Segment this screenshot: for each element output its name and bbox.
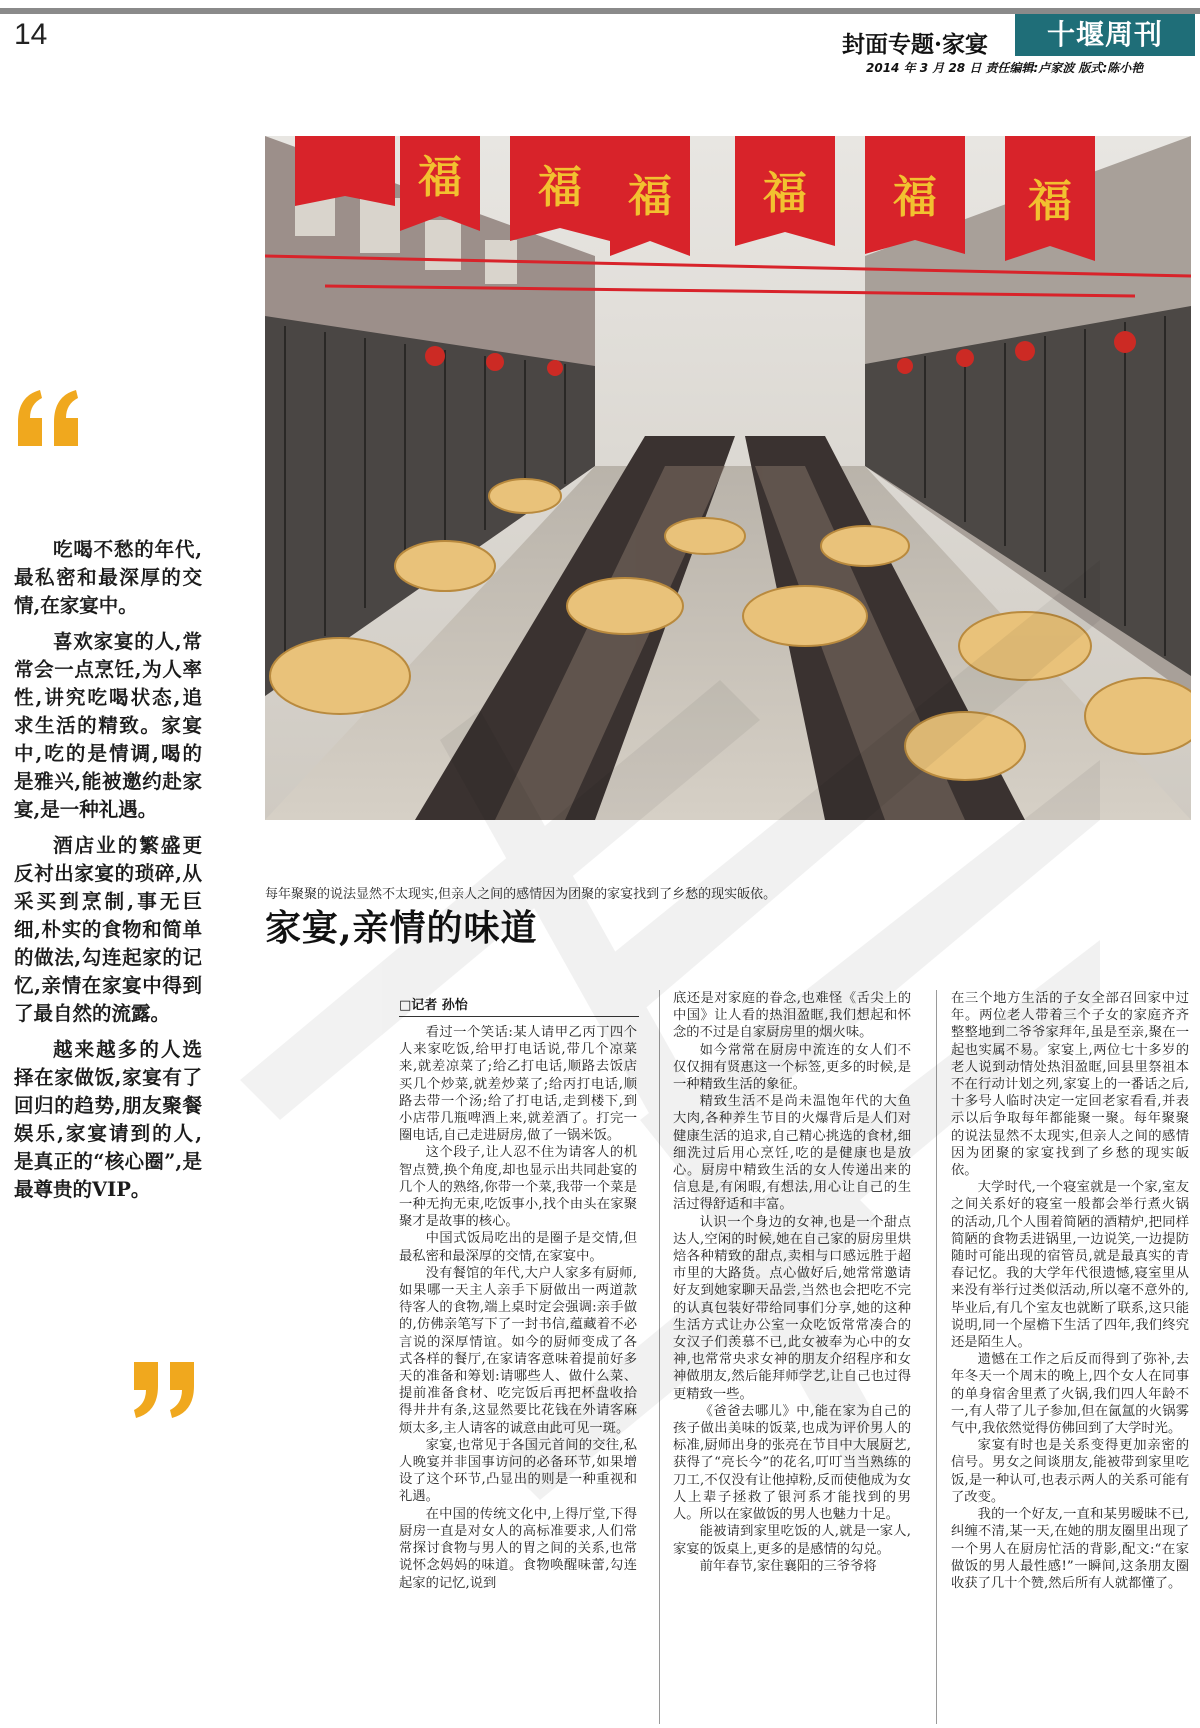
pullquote [14, 536, 202, 1212]
column-divider [659, 990, 660, 1724]
masthead: 十堰周刊 [1015, 14, 1195, 56]
banquet-photo [265, 136, 1191, 820]
byline: □记者 孙怡 [399, 994, 639, 1017]
photo-caption: 每年聚聚的说法显然不太现实,但亲人之间的感情因为团聚的家宴找到了乡愁的现实皈依。 [265, 887, 777, 902]
svg-text:福: 福 [628, 171, 672, 222]
article-column-1 [399, 1024, 637, 1724]
article-paragraph: 前年春节,家住襄阳的三爷爷将 [699, 1558, 877, 1574]
article-paragraph: 大学时代,一个寝室就是一个家,室友之间关系好的寝室一般都会举行煮火锅的活动,几个人围着简陋的酒精炉,把同样简陋的食物丢进锅里,一边说笑,一边提防随时可能出现的宿管员,就是最真实的青春记忆。我的大学年代很遗憾,寝室里从来没有举行过类似活动,所以毫不意外的,毕业后,有几个室友也就断了联系,这只能说明,同一个屋檐下生活了四年,我们终究还是陌生人。 [951, 1180, 1189, 1351]
article-paragraph: 家宴,也常见于各国元首间的交往,私人晚宴并非国事访问的必备环节,如果增设了这个环节,凸显出的则是一种重视和礼遇。 [399, 1437, 637, 1505]
svg-text:福: 福 [418, 152, 462, 203]
article-paragraph: 如今常常在厨房中流连的女人们不仅仅拥有贤惠这一个标签,更多的时候,是一种精致生活的象征。 [673, 1042, 911, 1093]
article-paragraph: 遗憾在工作之后反而得到了弥补,去年冬天一个周末的晚上,四个女人在同事的单身宿舍里煮了火锅,我们四人年龄不一,有人带了儿子参加,但在氤氲的火锅雾气中,我依然觉得仿佛回到了大学时光。 [951, 1352, 1189, 1437]
svg-text:福: 福 [1028, 176, 1072, 227]
article-column-2 [673, 990, 911, 1724]
open-quote-icon [14, 388, 86, 448]
article-paragraph: 家宴有时也是关系变得更加亲密的信号。男女之间谈朋友,能被带到家里吃饭,是一种认可,也表示两人的关系可能有了改变。 [951, 1438, 1189, 1505]
headline: 家宴,亲情的味道 [265, 907, 538, 949]
svg-text:福: 福 [893, 172, 937, 223]
article-paragraph: 没有餐馆的年代,大户人家多有厨师,如果哪一天主人亲手下厨做出一两道款待客人的食物,端上桌时定会强调:亲手做的,仿佛亲笔写下了一封书信,蕴藏着不必言说的深厚情谊。如今的厨师变成了各式各样的餐厅,在家请客意味着提前好多天的准备和筹划:请哪些人、做什么菜、提前准备食材、吃完饭后再把杯盘收拾得井井有条,这显然要比花钱在外请客麻烦太多,主人请客的诚意由此可见一斑。 [399, 1265, 637, 1436]
svg-text:福: 福 [538, 162, 582, 213]
pullquote-paragraph: 越来越多的人选择在家做饭,家宴有了回归的趋势,朋友聚餐娱乐,家宴请到的人,是真正的“核心圈”,是最尊贵的VIP。 [14, 1038, 202, 1201]
page-number: 14 [14, 18, 48, 51]
article-paragraph: 看过一个笑话:某人请甲乙丙丁四个人来家吃饭,给甲打电话说,带几个凉菜来,就差凉菜了;给乙打电话,顺路去饭店买几个炒菜,就差炒菜了;给丙打电话,顺路去带一个汤;给了打电话,走到楼下,到小店带几瓶啤酒上来,就差酒了。打完一圈电话,自己走进厨房,做了一锅米饭。 [399, 1025, 637, 1144]
article-paragraph: 这个段子,让人忍不住为请客人的机智点赞,换个角度,却也显示出共同赴宴的几个人的熟络,你带一个菜,我带一个菜是一种无拘无束,吃饭事小,找个由头在家聚聚才是故事的核心。 [399, 1145, 637, 1230]
article-paragraph: 能被请到家里吃饭的人,就是一家人,家宴的饭桌上,更多的是感情的勾兑。 [673, 1524, 911, 1557]
article-paragraph: 在中国的传统文化中,上得厅堂,下得厨房一直是对女人的高标准要求,人们常常探讨食物与男人的胃之间的关系,也常说怀念妈妈的味道。食物唤醒味蕾,勾连起家的记忆,说到 [399, 1506, 637, 1591]
article-paragraph: 底还是对家庭的眷念,也难怪《舌尖上的中国》让人看的热泪盈眶,我们想起和怀念的不过是自家厨房里的烟火味。 [673, 991, 911, 1041]
article-paragraph: 在三个地方生活的子女全部召回家中过年。两位老人带着三个子女的家庭齐齐整整地到二爷爷家拜年,虽是至亲,聚在一起也实属不易。家宴上,两位七十多岁的老人说到动情处热泪盈眶,回县里祭祖本不在行动计划之列,家宴上的一番话之后,十多号人临时决定一定回老家看看,并表示以后争取每年都能聚一聚。每年聚聚的说法显然不太现实,但亲人之间的感情因为团聚的家宴找到了乡愁的现实皈依。 [951, 991, 1189, 1179]
article-paragraph: 中国式饭局吃出的是圈子是交情,但最私密和最深厚的交情,在家宴中。 [399, 1231, 637, 1264]
column-divider [936, 990, 937, 1724]
pullquote-paragraph: 喜欢家宴的人,常常会一点烹饪,为人率性,讲究吃喝状态,追求生活的精致。家宴中,吃的是情调,喝的是雅兴,能被邀约赴家宴,是一种礼遇。 [14, 630, 202, 821]
article-paragraph: 认识一个身边的女神,也是一个甜点达人,空闲的时候,她在自己家的厨房里烘焙各种精致的甜点,卖相与口感远胜于超市里的大路货。点心做好后,她常常邀请好友到她家聊天品尝,当然也会把吃不完的认真包装好带给同事们分享,她的这种生活方式让办公室一众吃饭常常凑合的女汉子们羡慕不已,此女被奉为心中的女神,也常常央求女神的朋友介绍程序和女神做朋友,然后能拜师学艺,让自己也过得更精致一些。 [673, 1214, 911, 1402]
close-quote-icon [126, 1360, 198, 1420]
article-column-3 [951, 990, 1189, 1724]
article-paragraph: 《爸爸去哪儿》中,能在家为自己的孩子做出美味的饭菜,也成为评价男人的标准,厨师出身的张亮在节目中大展厨艺,获得了“亮长今”的花名,叮叮当当熟练的刀工,不仅没有让他掉粉,反而使他成为女人上辈子拯救了银河系才能找到的男人。所以在家做饭的男人也魅力十足。 [673, 1403, 911, 1523]
banquet-photo-illustration [265, 136, 1191, 820]
dateline: 2014 年 3 月 28 日 责任编辑:卢家波 版式:陈小艳 [866, 61, 1144, 75]
pullquote-paragraph: 吃喝不愁的年代,最私密和最深厚的交情,在家宴中。 [14, 538, 202, 617]
article-paragraph: 我的一个好友,一直和某男暧昧不已,纠缠不清,某一天,在她的朋友圈里出现了一个男人在厨房忙活的背影,配文:“在家做饭的男人最性感!”一瞬间,这条朋友圈收获了几十个赞,然后所有人就都懂了。 [951, 1507, 1189, 1591]
section-label: 封面专题·家宴 [842, 31, 989, 58]
article-paragraph: 精致生活不是尚未温饱年代的大鱼大肉,各种养生节目的火爆背后是人们对健康生活的追求,自己精心挑选的食材,细细洗过后用心烹饪,吃的是健康也是放心。厨房中精致生活的女人传递出来的信息是,有闲暇,有想法,用心让自己的生活过得舒适和丰富。 [673, 1094, 911, 1213]
pullquote-paragraph: 酒店业的繁盛更反衬出家宴的琐碎,从采买到烹制,事无巨细,朴实的食物和简单的做法,勾连起家的记忆,亲情在家宴中得到了最自然的流露。 [14, 834, 202, 1025]
svg-text:福: 福 [763, 168, 807, 219]
